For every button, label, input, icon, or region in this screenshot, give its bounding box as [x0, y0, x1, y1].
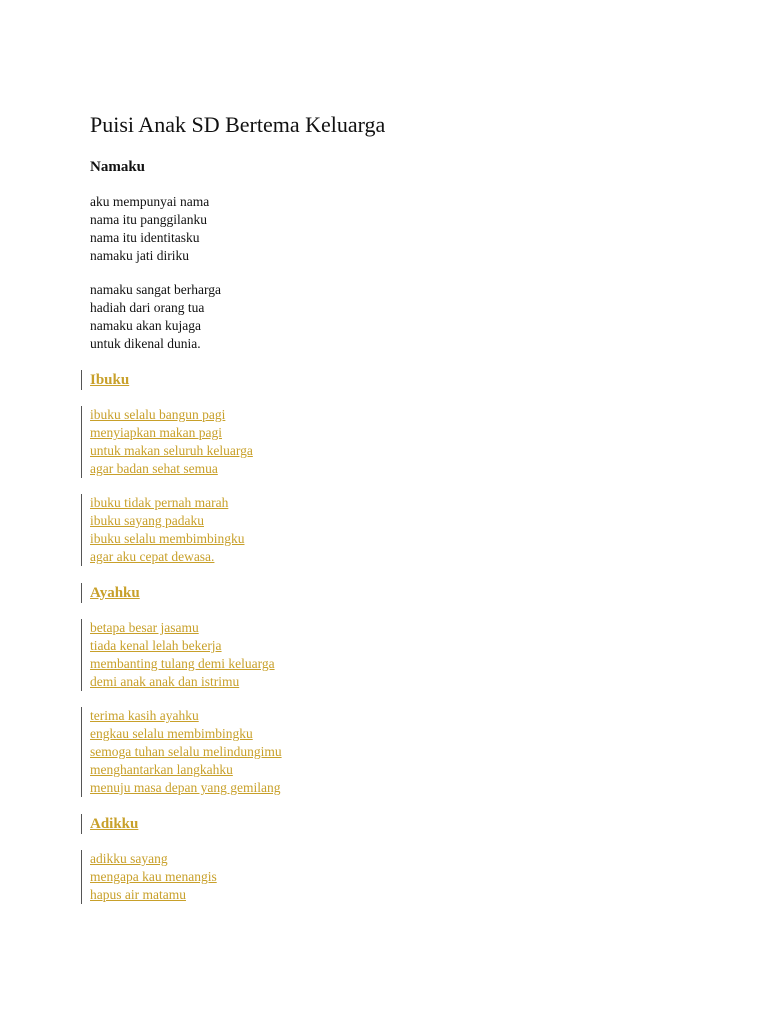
poem-stanza: [90, 707, 690, 797]
poem-stanza: [90, 494, 690, 566]
poem-line: namaku jati diriku: [90, 248, 189, 263]
poem-line-link[interactable]: hapus air matamu: [90, 887, 186, 902]
poem-heading-text[interactable]: Adikku: [90, 816, 139, 832]
poem-line-link[interactable]: menghantarkan langkahku: [90, 762, 233, 777]
poem-heading-link[interactable]: [90, 814, 690, 834]
poem-line: aku mempunyai nama: [90, 194, 210, 209]
poem-section: [90, 370, 690, 566]
document-title: Puisi Anak SD Bertema Keluarga: [90, 112, 386, 137]
poem-heading-link[interactable]: [90, 583, 690, 603]
poem-line-link[interactable]: ibuku selalu membimbingku: [90, 531, 245, 546]
poem-line-link[interactable]: membanting tulang demi keluarga: [90, 656, 275, 671]
poem-line-link[interactable]: betapa besar jasamu: [90, 620, 199, 635]
poem-line-link[interactable]: ibuku tidak pernah marah: [90, 495, 229, 510]
poem-line-link[interactable]: mengapa kau menangis: [90, 869, 217, 884]
poem-line[interactable]: [90, 424, 690, 442]
poem-line-link[interactable]: agar badan sehat semua: [90, 461, 218, 476]
poem-stanza: [90, 193, 690, 265]
poem-line[interactable]: [90, 886, 690, 904]
poem-stanza: [90, 850, 690, 904]
poem-heading-text[interactable]: Ibuku: [90, 372, 130, 388]
poem-line[interactable]: [90, 406, 690, 424]
poem-line-link[interactable]: ibuku sayang padaku: [90, 513, 204, 528]
poem-section: [90, 157, 690, 353]
poem-line[interactable]: [90, 743, 690, 761]
poem-line: untuk dikenal dunia.: [90, 336, 201, 351]
poem-line-link[interactable]: adikku sayang: [90, 851, 168, 866]
poem-line[interactable]: [90, 619, 690, 637]
poem-line[interactable]: [90, 868, 690, 886]
poem-line: namaku akan kujaga: [90, 318, 201, 333]
poem-section: [90, 814, 690, 904]
poem-section: [90, 583, 690, 797]
document-page: [90, 110, 690, 904]
poem-line-link[interactable]: menuju masa depan yang gemilang: [90, 780, 281, 795]
poem-stanza: [90, 619, 690, 691]
poem-line-link[interactable]: terima kasih ayahku: [90, 708, 199, 723]
poem-line: nama itu identitasku: [90, 230, 200, 245]
poem-line-link[interactable]: demi anak anak dan istrimu: [90, 674, 240, 689]
poem-line-link[interactable]: untuk makan seluruh keluarga: [90, 443, 253, 458]
poem-line[interactable]: [90, 779, 690, 797]
poem-line-link[interactable]: engkau selalu membimbingku: [90, 726, 253, 741]
poem-line[interactable]: [90, 707, 690, 725]
poem-line[interactable]: [90, 725, 690, 743]
poem-line[interactable]: [90, 548, 690, 566]
poem-heading-link[interactable]: [90, 370, 690, 390]
poem-list: [90, 157, 690, 904]
poem-stanza: [90, 406, 690, 478]
poem-line-link[interactable]: semoga tuhan selalu melindungimu: [90, 744, 282, 759]
poem-line[interactable]: [90, 673, 690, 691]
poem-line[interactable]: [90, 494, 690, 512]
poem-line[interactable]: [90, 637, 690, 655]
poem-heading-text[interactable]: Ayahku: [90, 585, 140, 601]
poem-line[interactable]: [90, 512, 690, 530]
poem-line-link[interactable]: tiada kenal lelah bekerja: [90, 638, 222, 653]
poem-line-link[interactable]: agar aku cepat dewasa.: [90, 549, 215, 564]
poem-line[interactable]: [90, 655, 690, 673]
poem-heading: Namaku: [90, 159, 146, 175]
poem-line: nama itu panggilanku: [90, 212, 207, 227]
poem-line[interactable]: [90, 761, 690, 779]
poem-line[interactable]: [90, 460, 690, 478]
poem-line[interactable]: [90, 530, 690, 548]
poem-line: hadiah dari orang tua: [90, 300, 205, 315]
poem-line-link[interactable]: ibuku selalu bangun pagi: [90, 407, 226, 422]
poem-line-link[interactable]: menyiapkan makan pagi: [90, 425, 222, 440]
poem-line[interactable]: [90, 442, 690, 460]
poem-stanza: [90, 281, 690, 353]
poem-line: namaku sangat berharga: [90, 282, 221, 297]
poem-line[interactable]: [90, 850, 690, 868]
